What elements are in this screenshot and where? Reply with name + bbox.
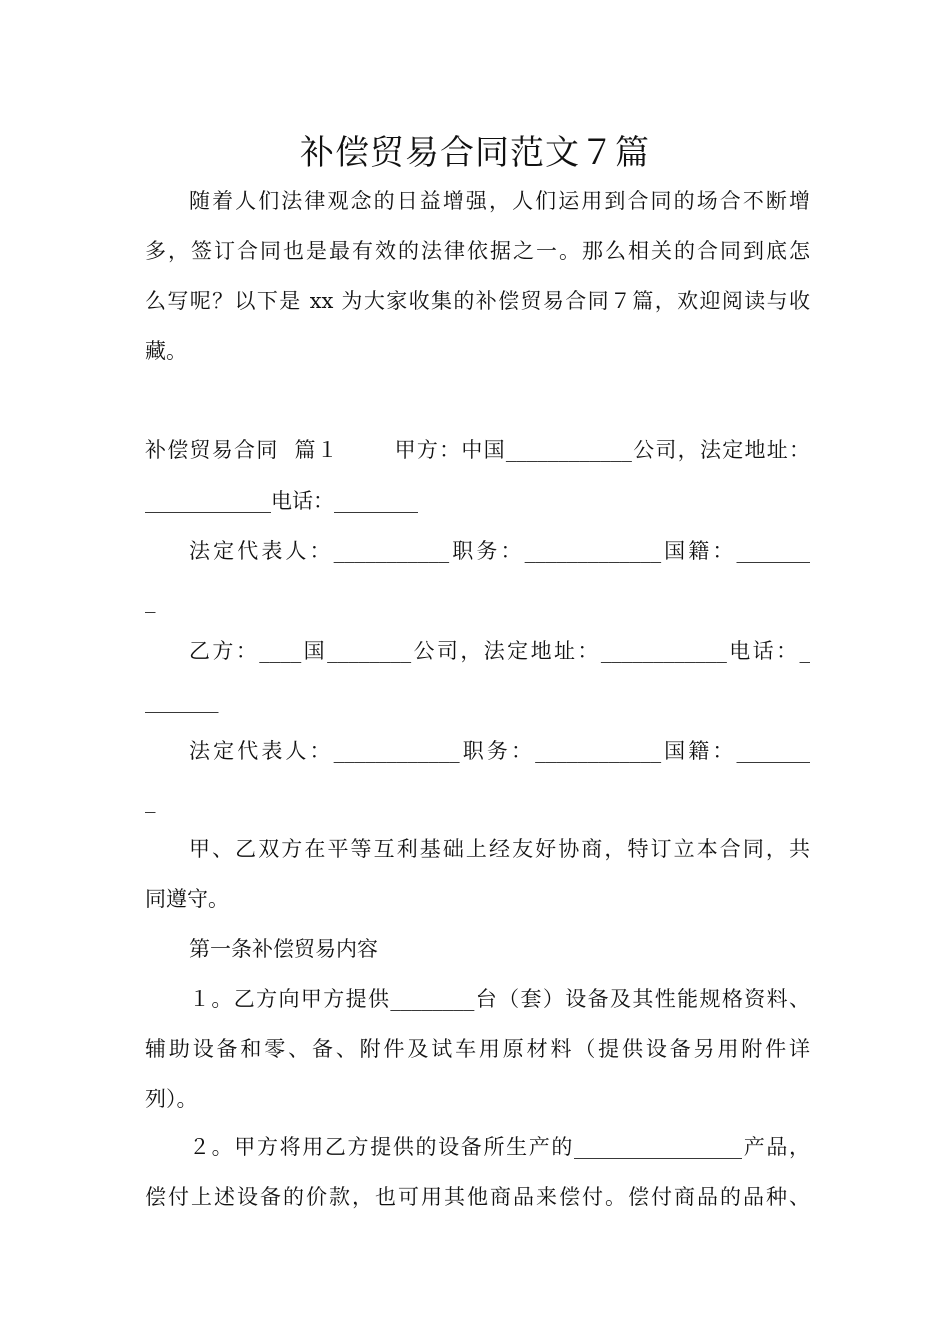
agreement-line-1: 甲、乙双方在平等互利基础上经友好协商，特订立本合同，共 [189, 837, 810, 861]
party-a-representative-cont: _ [145, 589, 156, 613]
document-title: 补偿贸易合同范文７篇 [300, 133, 650, 173]
clause-1-line-3: 列）。 [145, 1087, 198, 1111]
intro-line-4: 藏。 [145, 339, 187, 363]
party-b-representative-line: 法定代表人：____________职务：____________国籍：_______ [189, 739, 810, 763]
clause-2-line-1: ２。甲方将用乙方提供的设备所生产的________________产品， [189, 1135, 810, 1159]
party-b-line-cont: _______ [145, 689, 219, 713]
agreement-line-2: 同遵守。 [145, 887, 229, 911]
party-b-line: 乙方：____国________公司，法定地址：____________电话：_ [189, 639, 810, 663]
party-a-representative-line: 法定代表人：___________职务：_____________国籍：_______ [189, 539, 810, 563]
clause-2-line-2: 偿付上述设备的价款，也可用其他商品来偿付。偿付商品的品种、 [145, 1185, 810, 1209]
contract-heading-line: 补偿贸易合同 篇１ 甲方：中国____________公司，法定地址： [145, 438, 810, 462]
intro-line-2: 多，签订合同也是最有效的法律依据之一。那么相关的合同到底怎 [145, 239, 810, 263]
clause-1-line-1: １。乙方向甲方提供________台（套）设备及其性能规格资料、 [189, 987, 810, 1011]
intro-line-3: 么写呢？以下是 xx 为大家收集的补偿贸易合同７篇，欢迎阅读与收 [145, 289, 810, 313]
article-1-heading: 第一条补偿贸易内容 [189, 937, 378, 961]
intro-line-1: 随着人们法律观念的日益增强，人们运用到合同的场合不断增 [189, 189, 810, 213]
party-b-representative-cont: _ [145, 789, 156, 813]
clause-1-line-2: 辅助设备和零、备、附件及试车用原材料（提供设备另用附件详 [145, 1037, 810, 1061]
party-a-phone-line: ____________电话：________ [145, 489, 418, 513]
